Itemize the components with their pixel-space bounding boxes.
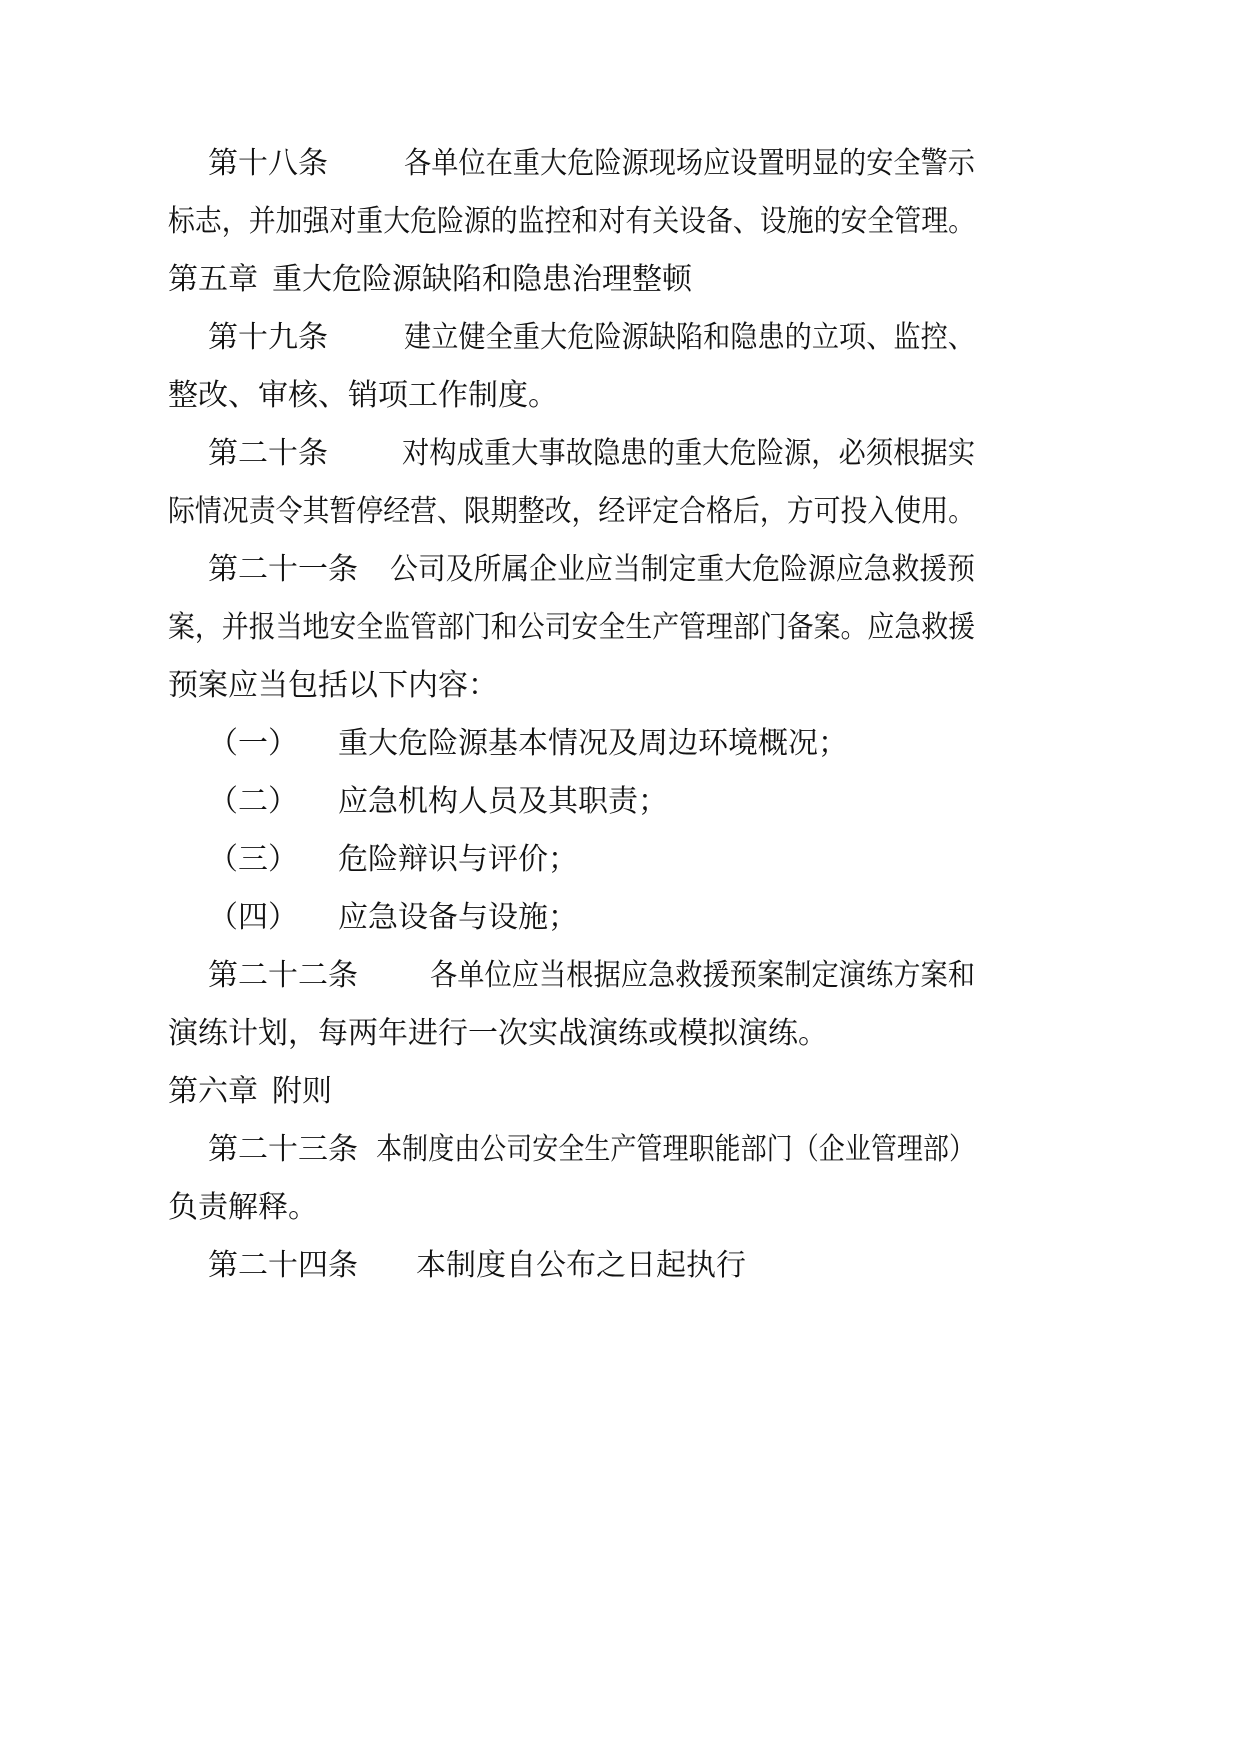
chapter-6-number: 第六章 [168,1074,258,1109]
article-19-number: 第十九条 [208,320,328,355]
list-item-3-text: 危险辩识与评价； [338,842,578,877]
article-22-number: 第二十二条 [208,958,358,993]
list-item-2-number: （二） [208,784,298,819]
list-item-4-text: 应急设备与设施； [338,900,578,935]
list-item-1-number: （一） [208,726,298,761]
article-18-line-2: 标志，并加强对重大危险源的监控和对有关设备、设施的安全管理。 [168,204,976,239]
article-21-line-2: 案，并报当地安全监管部门和公司安全生产管理部门备案。应急救援 [168,610,976,645]
chapter-5-number: 第五章 [168,262,258,297]
article-20-line-1: 对构成重大事故隐患的重大危险源，必须根据实 [402,436,975,471]
article-20-line-2: 际情况责令其暂停经营、限期整改，经评定合格后，方可投入使用。 [168,494,976,529]
list-item-4-number: （四） [208,900,298,935]
list-item-2-text: 应急机构人员及其职责； [338,784,668,819]
article-21-line-1: 公司及所属企业应当制定重大危险源应急救援预 [390,552,976,587]
article-20-number: 第二十条 [208,436,328,471]
article-19-line-2: 整改、审核、销项工作制度。 [168,378,558,413]
chapter-6-title: 附则 [272,1074,332,1109]
list-item-3-number: （三） [208,842,298,877]
article-22-line-1: 各单位应当根据应急救援预案制定演练方案和 [430,958,975,993]
article-24-number: 第二十四条 [208,1248,358,1283]
article-23-line-1: 本制度由公司安全生产管理职能部门（企业管理部） [376,1132,975,1167]
article-18-number: 第十八条 [208,146,328,181]
article-19-line-1: 建立健全重大危险源缺陷和隐患的立项、监控、 [404,320,975,355]
article-18-line-1: 各单位在重大危险源现场应设置明显的安全警示 [404,146,975,181]
article-24-line-1: 本制度自公布之日起执行 [416,1248,746,1283]
chapter-5-title: 重大危险源缺陷和隐患治理整顿 [272,262,692,297]
list-item-1-text: 重大危险源基本情况及周边环境概况； [338,726,848,761]
article-21-number: 第二十一条 [208,552,358,587]
article-23-line-2: 负责解释。 [168,1190,318,1225]
article-21-line-3: 预案应当包括以下内容： [168,668,498,703]
article-23-number: 第二十三条 [208,1132,358,1167]
article-22-line-2: 演练计划，每两年进行一次实战演练或模拟演练。 [168,1016,828,1051]
